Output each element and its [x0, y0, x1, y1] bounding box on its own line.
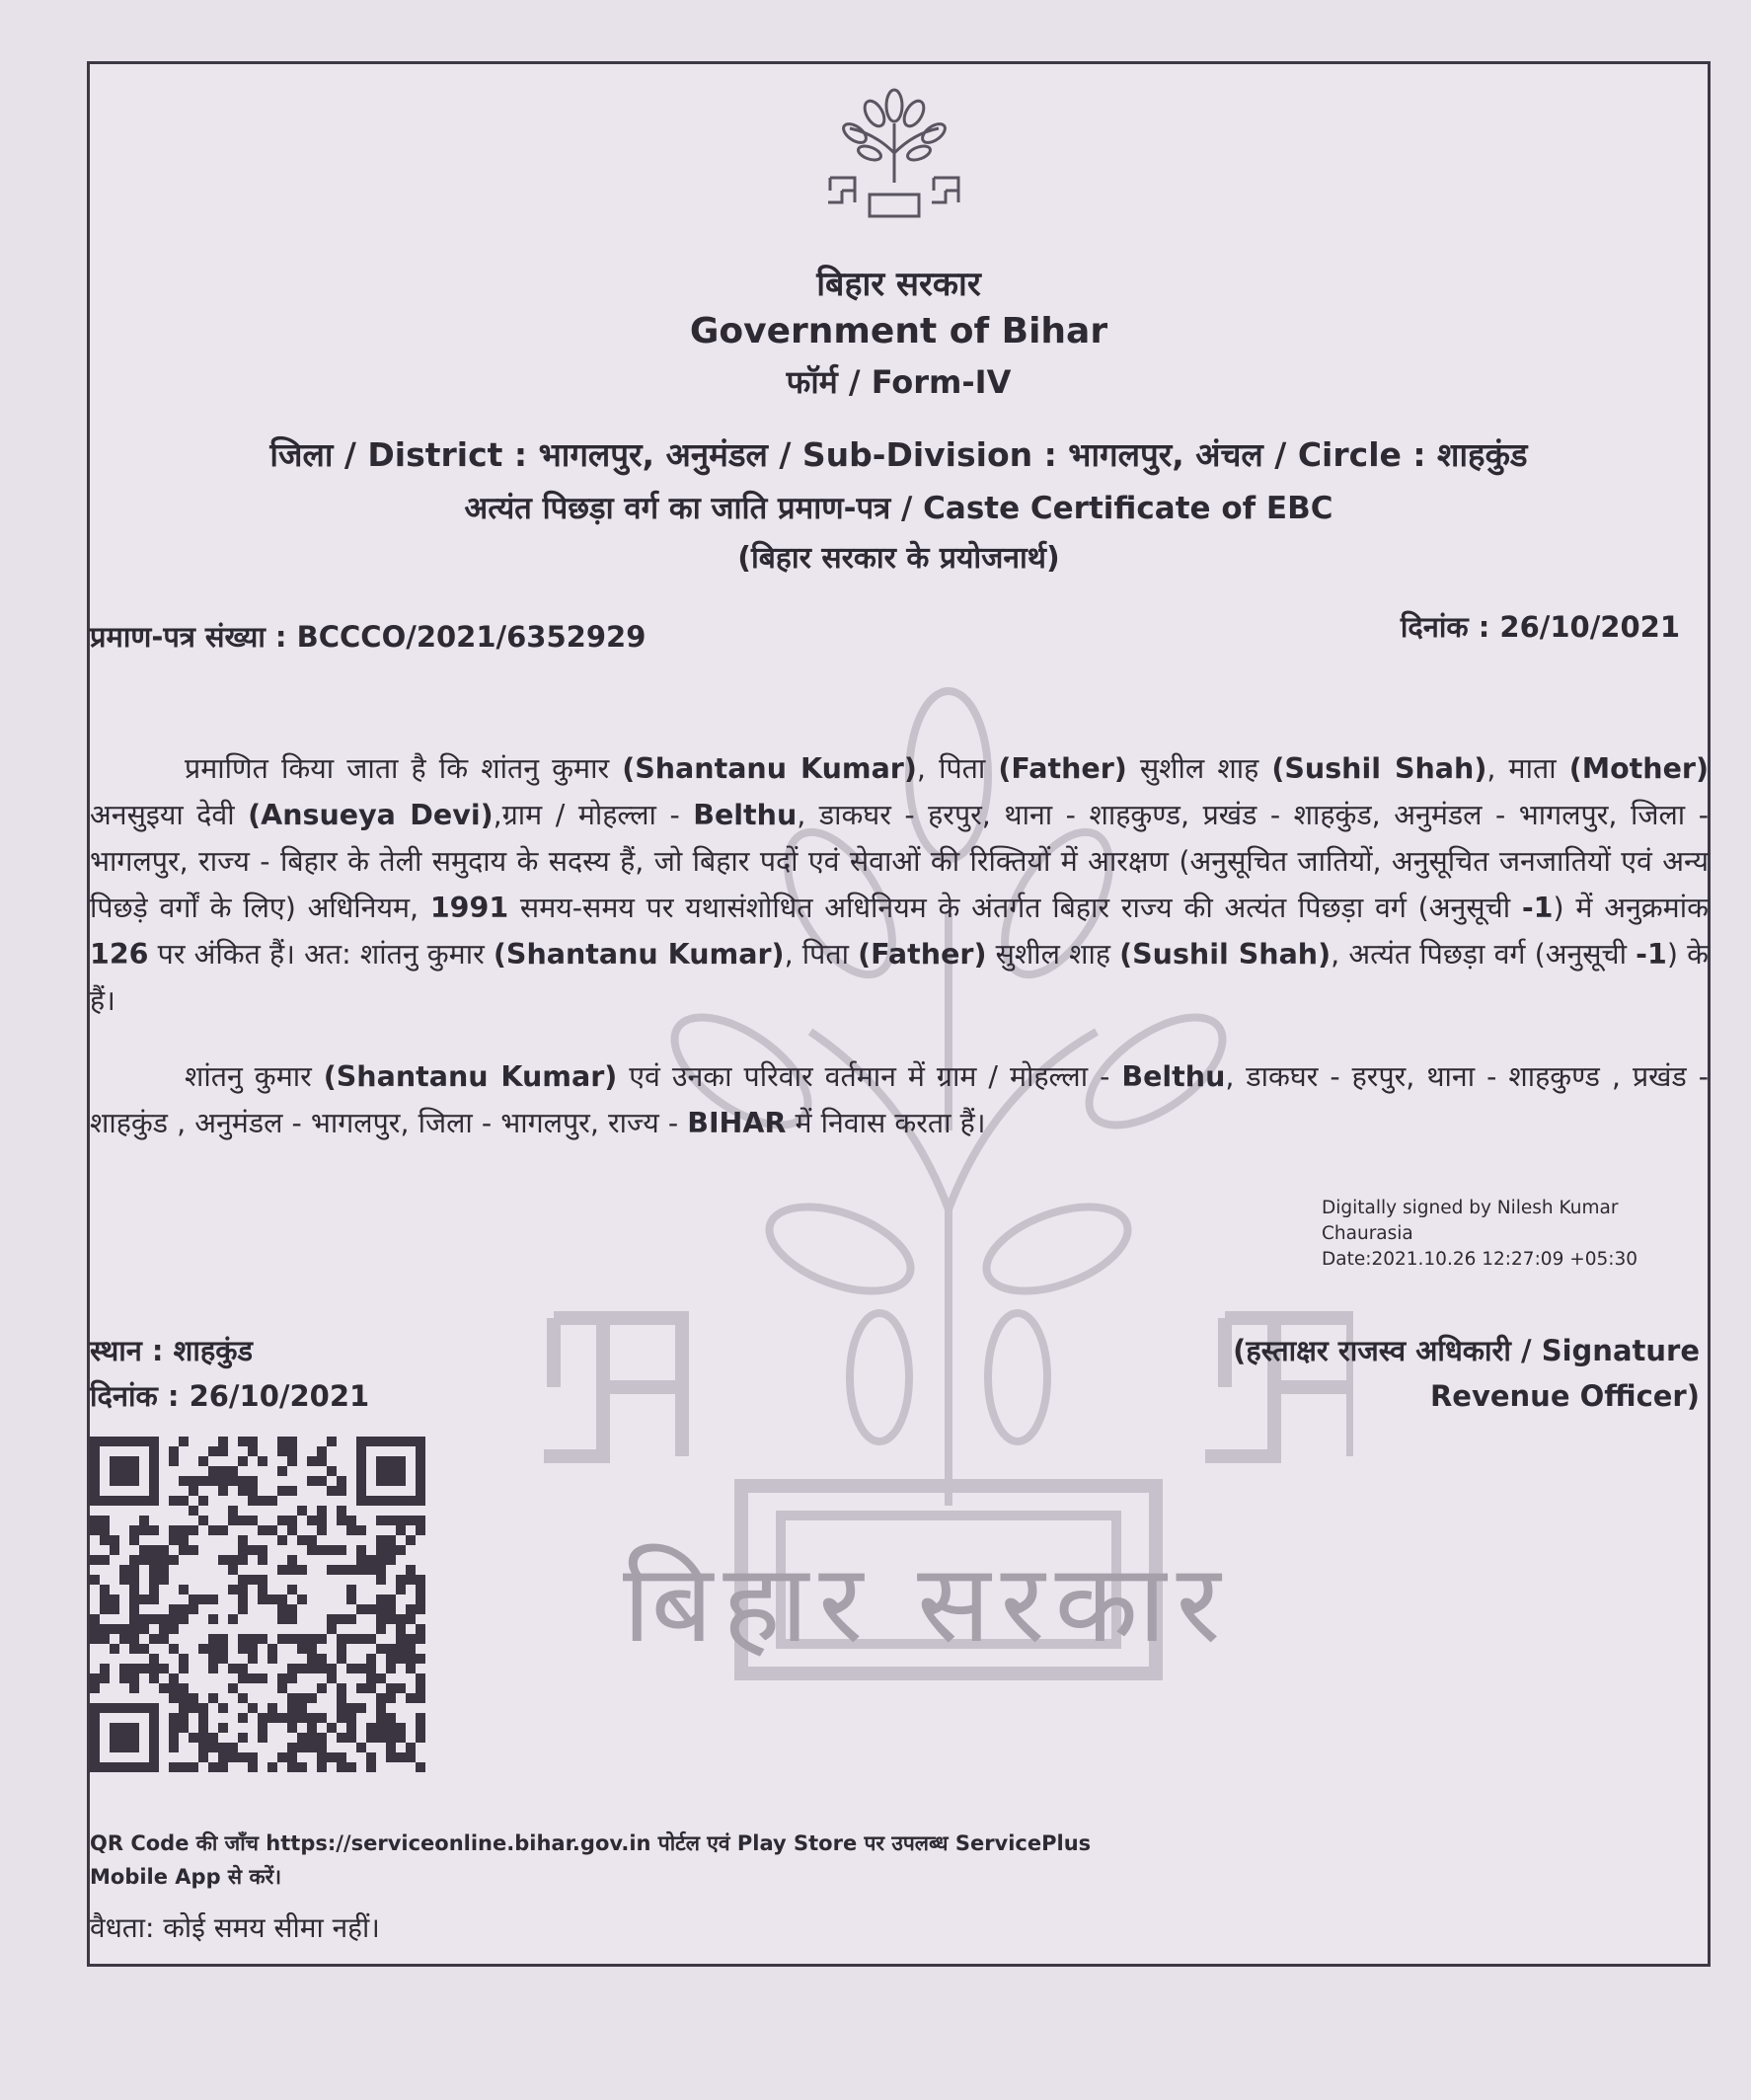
p2-segment: एवं उनका परिवार वर्तमान में ग्राम / मोहल्ला - — [617, 1060, 1122, 1093]
p1-segment: (Father) — [858, 938, 987, 971]
certificate-number-label: प्रमाण-पत्र संख्या : — [90, 620, 297, 654]
qr-verification-note: QR Code की जाँच https://serviceonline.bihar.gov.in पोर्टल एवं Play Store पर उपलब्ध ServicePlus Mobile App से करें। — [90, 1831, 1092, 1889]
p1-segment: ) के हैं। — [90, 938, 1709, 1017]
p1-segment: सुशील शाह — [986, 938, 1120, 971]
p1-segment: (Ansueya Devi) — [248, 799, 494, 831]
p1-segment: (Shantanu Kumar) — [493, 938, 785, 971]
p1-segment: 126 — [90, 938, 149, 971]
p2-segment: में निवास करता हैं। — [786, 1107, 986, 1139]
p1-segment: -1 — [1636, 938, 1667, 971]
issue-date: दिनांक : 26/10/2021 — [90, 1379, 370, 1413]
p2-segment: शांतनु कुमार — [185, 1060, 324, 1093]
p1-segment: (Sushil Shah) — [1119, 938, 1332, 971]
p1-segment: Belthu — [693, 799, 798, 831]
certificate-number-value: BCCCO/2021/6352929 — [296, 620, 647, 654]
p1-segment: , अत्यंत पिछड़ा वर्ग (अनुसूची — [1331, 938, 1637, 971]
p1-segment: -1 — [1521, 892, 1554, 924]
digital-signature-date: Date:2021.10.26 12:27:09 +05:30 — [1322, 1249, 1638, 1270]
certificate-body-paragraph-2 — [90, 1053, 1709, 1146]
form-number: फॉर्म / Form-IV — [786, 363, 1012, 401]
p1-segment: समय-समय पर यथासंशोधित अधिनियम के अंतर्गत बिहार राज्य की अत्यंत पिछड़ा वर्ग (अनुसूची — [508, 892, 1522, 924]
p2-segment: Belthu — [1121, 1060, 1226, 1093]
p2-segment: BIHAR — [687, 1107, 787, 1139]
watermark-text: बिहार सरकार — [623, 1540, 1231, 1667]
certificate-date — [1401, 607, 1680, 646]
p1-segment: (Shantanu Kumar) — [622, 752, 917, 785]
place-date-block — [90, 1328, 369, 1419]
certificate-sheet — [87, 61, 1711, 1967]
p1-segment: (Mother) — [1568, 752, 1709, 785]
p1-segment: 1991 — [429, 892, 509, 924]
certificate-number — [90, 617, 646, 656]
digital-signature-block — [1322, 1196, 1708, 1273]
certificate-date-value: 26/10/2021 — [1499, 610, 1680, 644]
district-line: जिला / District : भागलपुर, अनुमंडल / Sub-Division : भागलपुर, अंचल / Circle : शाहकुंड — [269, 435, 1528, 474]
p1-segment: ,ग्राम / मोहल्ला - — [493, 799, 694, 831]
p1-segment: अनसुइया देवी — [90, 799, 249, 831]
purpose-line: (बिहार सरकार के प्रयोजनार्थ) — [737, 541, 1060, 576]
p1-segment: , माता — [1486, 752, 1569, 785]
p2-segment: , डाकघर - हरपुर, थाना - शाहकुण्ड , प्रखंड - शाहकुंड , अनुमंडल - भागलपुर, जिला - भागलपुर, राज्य - — [90, 1060, 1709, 1139]
signature-label-line-2: Revenue Officer) — [1429, 1379, 1700, 1413]
govt-title-english: Government of Bihar — [689, 311, 1108, 351]
signature-label-line-1: (हस्ताक्षर राजस्व अधिकारी / Signature — [1233, 1334, 1700, 1367]
digital-signature-signer: Digitally signed by Nilesh Kumar Chaurasia — [1322, 1198, 1619, 1244]
validity-note: वैधता: कोई समय सीमा नहीं। — [90, 1911, 380, 1944]
qr-code-icon[interactable] — [90, 1437, 425, 1772]
p1-segment: ) में अनुक्रमांक — [1553, 892, 1709, 924]
signature-block — [1233, 1328, 1700, 1419]
bihar-emblem-icon — [820, 84, 968, 222]
p1-segment: (Father) — [998, 752, 1127, 785]
p1-segment: , पिता — [916, 752, 999, 785]
p1-segment: प्रमाणित किया जाता है कि शांतनु कुमार — [185, 752, 623, 785]
govt-title-hindi: बिहार सरकार — [816, 265, 981, 304]
p1-segment: सुशील शाह — [1126, 752, 1272, 785]
certificate-date-label: दिनांक : — [1400, 610, 1500, 644]
issue-place: स्थान : शाहकुंड — [90, 1334, 254, 1367]
p2-segment: (Shantanu Kumar) — [323, 1060, 618, 1093]
p1-segment: पर अंकित हैं। अत: शांतनु कुमार — [148, 938, 494, 971]
p1-segment: (Sushil Shah) — [1271, 752, 1487, 785]
p1-segment: , डाकघर - हरपुर, थाना - शाहकुण्ड, प्रखंड - शाहकुंड, अनुमंडल - भागलपुर, जिला - भागलपुर, राज्य - बिहार के तेली समुदाय के सदस्य हैं, जो बिहार पदों एवं सेवाओं की रिक्तियों में आरक्षण (अनुसूचित जातियों, अनुसूचित जनजातियों एवं अन्य पिछड़े वर्गों के लिए) अधिनियम, — [90, 799, 1709, 924]
certificate-body-paragraph-1 — [90, 745, 1709, 1024]
certificate-title: अत्यंत पिछड़ा वर्ग का जाति प्रमाण-पत्र / Caste Certificate of EBC — [464, 491, 1333, 526]
p1-segment: , पिता — [784, 938, 859, 971]
